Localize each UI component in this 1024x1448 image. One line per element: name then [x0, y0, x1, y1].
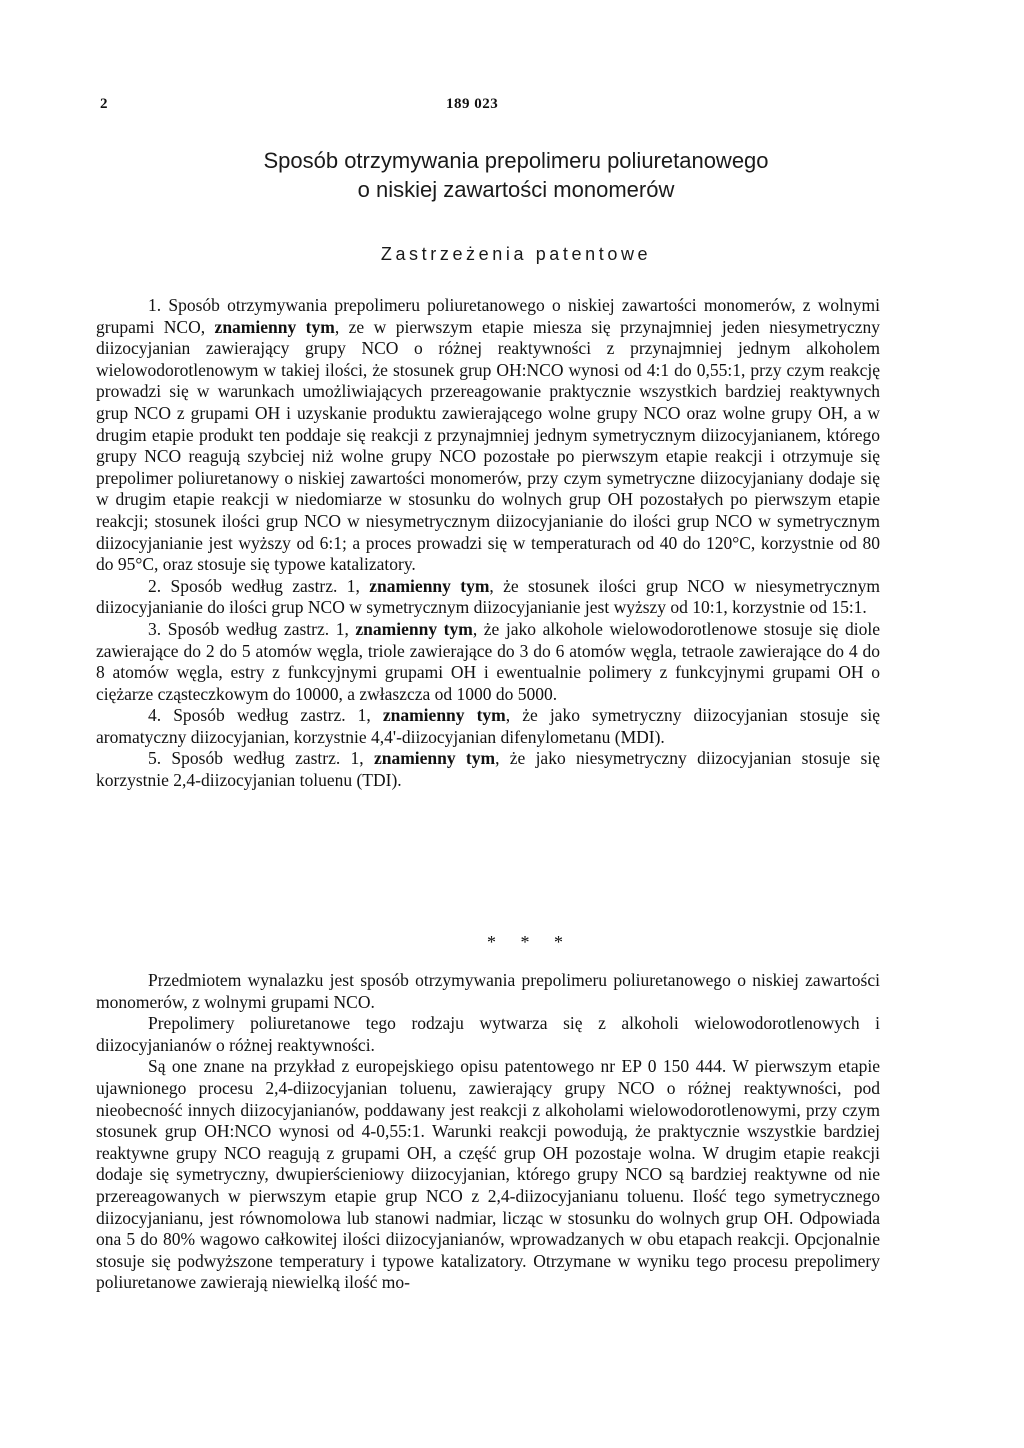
- claim-2: [96, 576, 880, 619]
- page-header: [96, 96, 936, 120]
- claim-1-keyword: znamienny tym: [214, 316, 335, 337]
- title-line-1: Sposób otrzymywania prepolimeru poliuretanowego: [263, 148, 769, 173]
- claim-2-body: , że stosunek ilości grup NCO w niesymetrycznym diizocyjanianie do ilości grup NCO w symetrycznym diizocyjanianie jest wyższy od 10:1, korzystnie od 15:1.: [96, 575, 880, 618]
- claim-1-body: , ze w pierwszym etapie miesza się przynajmniej jeden niesymetryczny diizocyjanian zawierający grupy NCO o różnej reaktywności z przynajmniej jednym alkoholem wielowodorotlenowym w takiej ilości, że stosunek grup OH:NCO wynosi od 4:1 do 0,55:1, przy czym reakcję prowadzi się w warunkach umożliwiających przereagowanie praktycznie wszystkich bardziej reaktywnych grup NCO z grupami OH i uzyskanie produktu zawierającego wolne grupy NCO oraz wolne grupy OH, a w drugim etapie produkt ten poddaje się reakcji z przynajmniej jednym symetrycznym diizocyjanianem, którego grupy NCO reagują szybciej niż wolne grupy NCO pozostałe po pierwszym etapie reakcji i otrzymuje się prepolimer poliuretanowy o niskiej zawartości monomerów, przy czym symetryczne diizocyjaniany dodaje się w drugim etapie reakcji w niedomiarze w stosunku do wolnych grup OH pozostałych po pierwszym etapie reakcji; stosunek ilości grup NCO w niesymetrycznym diizocyjanianie do ilości grup NCO w symetrycznym diizocyjanianie jest wyższy od 6:1; a proces prowadzi się w temperaturach od 40 do 120°C, korzystnie od 80 do 95°C, oraz stosuje się typowe katalizatory.: [96, 316, 881, 575]
- description-paragraph-2: Prepolimery poliuretanowe tego rodzaju wytwarza się z alkoholi wielowodorotlenowych i diizocyjanianów o różnej reaktywności.: [96, 1013, 880, 1055]
- claim-5: [96, 748, 880, 791]
- document-number: 189 023: [446, 96, 499, 112]
- claims-heading: Zastrzeżenia patentowe: [380, 244, 652, 264]
- title-line-2: o niskiej zawartości monomerów: [357, 177, 675, 202]
- claim-3-start: 3. Sposób według zastrz. 1,: [148, 618, 356, 639]
- claim-1: [96, 295, 880, 576]
- claim-4-body: , że jako symetryczny diizocyjanian stosuje się aromatyczny diizocyjanian, korzystnie 4,4'-diizocyjanian difenylometanu (MDI).: [96, 705, 880, 747]
- description-paragraph-3: Są one znane na przykład z europejskiego opisu patentowego nr EP 0 150 444. W pierwszym etapie ujawnionego procesu 2,4-diizocyjanian toluenu, zawierający grupy NCO o różnej reaktywności, pod nieobecność innych diizocyjanianów, poddawany jest reakcji z alkoholami wielowodorotlenowymi, przy czym stosunek grup OH:NCO wynosi od 4-0,55:1. Warunki reakcji powodują, że praktycznie wszystkie bardziej reaktywne grupy NCO reagują z grupami OH, a część grup OH pozostaje wolna. W drugim etapie reakcji dodaje się symetryczny, dwupierścieniowy diizocyjanian, którego grupy NCO są bardziej reaktywne od nie przereagowanych w pierwszym etapie grup NCO z 2,4-diizocyjanianu toluenu. Ilość tego symetrycznego diizocyjanianu, jest równomolowa lub stanowi nadmiar, licząc w stosunku do wolnych grup OH. Odpowiada ona 5 do 80% wagowo całkowitej ilości diizocyjanianów, wprowadzanych w obu etapach reakcji. Opcjonalnie stosuje się podwyższone temperatury i typowe katalizatory. Otrzymane w wyniku tego procesu prepolimery poliuretanowe zawierają niewielką ilość mo-: [96, 1056, 880, 1293]
- claim-3-keyword: znamienny tym: [355, 618, 473, 639]
- claim-4-keyword: znamienny tym: [382, 705, 506, 726]
- claim-3-body: , że jako alkohole wielowodorotlenowe stosuje się diole zawierające do 2 do 5 atomów węgla, triole zawierające do 3 do 6 atomów węgla, tetraole zawierające do 4 do 8 atomów węgla, estry z funkcyjnymi grupami OH i ewentualnie polimery z funkcyjnymi grupami OH o ciężarze cząsteczkowym do 10000, a zwłaszcza od 1000 do 5000.: [96, 618, 880, 704]
- document-title: [96, 146, 936, 204]
- claim-2-start: 2. Sposób według zastrz. 1,: [148, 575, 370, 596]
- claim-2-keyword: znamienny tym: [369, 575, 490, 596]
- page-number: 2: [100, 96, 108, 112]
- claims-section: [96, 295, 880, 792]
- section-separator: * * *: [487, 932, 573, 952]
- claim-5-body: , że jako niesymetryczny diizocyjanian stosuje się korzystnie 2,4-diizocyjanian toluenu (TDI).: [96, 748, 880, 791]
- claim-5-start: 5. Sposób według zastrz. 1,: [148, 748, 374, 769]
- description-section: [96, 970, 880, 1294]
- claim-3: [96, 619, 880, 705]
- description-paragraph-1: Przedmiotem wynalazku jest sposób otrzymywania prepolimeru poliuretanowego o niskiej zawartości monomerów, z wolnymi grupami NCO.: [96, 970, 880, 1012]
- claim-1-start: 1. Sposób otrzymywania prepolimeru poliuretanowego o niskiej zawartości monomerów, z wolnymi grupami NCO,: [96, 295, 880, 337]
- claim-4-start: 4. Sposób według zastrz. 1,: [148, 705, 383, 726]
- claim-4: [96, 705, 880, 748]
- claim-5-keyword: znamienny tym: [373, 748, 496, 769]
